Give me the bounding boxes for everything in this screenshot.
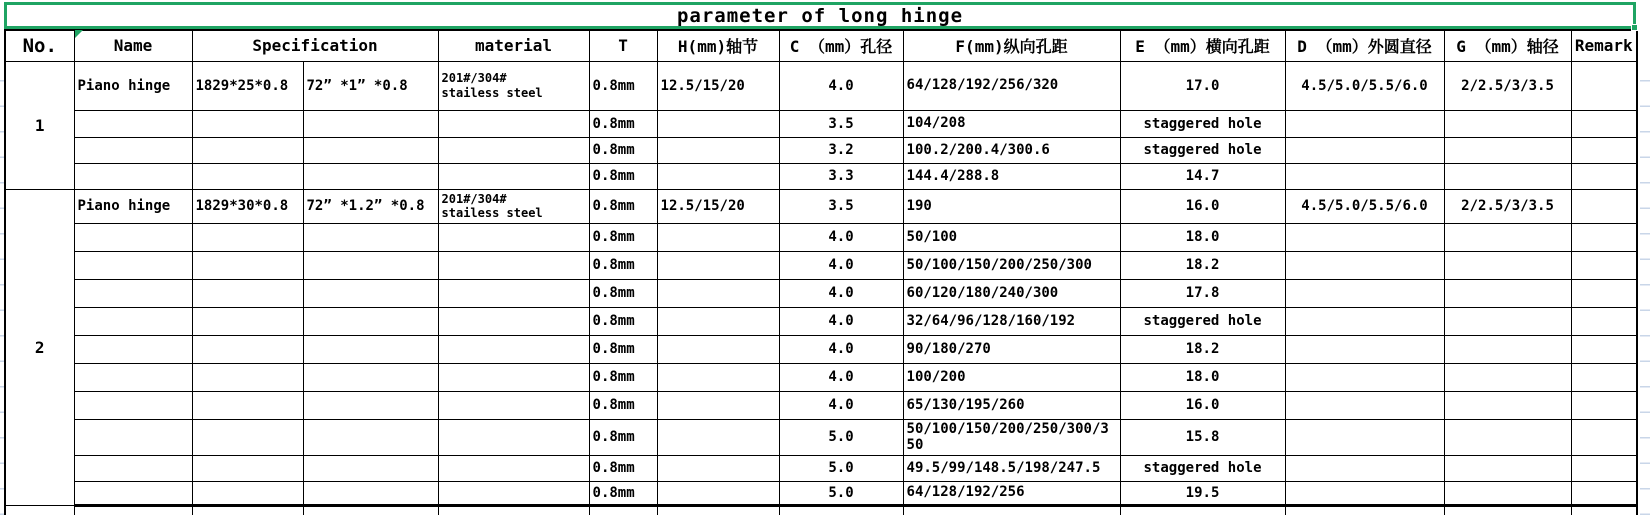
cell-c[interactable]: 4.0 [779,251,903,279]
cell-material[interactable] [438,335,589,363]
cell-e[interactable]: 18.0 [1120,363,1285,391]
table-row-partial [5,505,1637,515]
cell-f[interactable]: 144.4/288.8 [903,163,1120,189]
column-header-c[interactable]: C （mm）孔径 [779,30,903,61]
cell-remark[interactable] [1571,137,1637,163]
cell-t[interactable]: 0.8mm [589,419,657,455]
table-row [5,335,1637,363]
table-row [5,391,1637,419]
page-title: parameter of long hinge [676,4,964,27]
column-header-t[interactable]: T [589,30,657,61]
cell-e[interactable]: 18.0 [1120,223,1285,251]
cell-d[interactable] [1285,251,1444,279]
cell-spec1[interactable] [192,363,303,391]
cell-h[interactable] [657,223,779,251]
cell-name[interactable] [74,481,192,505]
cell-g[interactable] [1444,481,1571,505]
table-row [5,251,1637,279]
cell-f[interactable]: 50/100/150/200/250/300/350 [903,419,1120,455]
cell-d[interactable] [1285,279,1444,307]
header-row [5,30,1637,61]
cell-material[interactable] [438,481,589,505]
cell-c[interactable]: 5.0 [779,455,903,481]
cell-f[interactable]: 49.5/99/148.5/198/247.5 [903,455,1120,481]
table-row [5,419,1637,455]
cell-t[interactable]: 0.8mm [589,279,657,307]
cell-c[interactable]: 4.0 [779,307,903,335]
cell-name[interactable] [74,110,192,137]
cell-e[interactable]: 16.0 [1120,391,1285,419]
cell-c[interactable]: 3.5 [779,189,903,223]
cell-spec1[interactable] [192,335,303,363]
cell-h[interactable] [657,251,779,279]
cell-h[interactable] [657,110,779,137]
cell-corner-marker-icon [75,30,83,38]
cell-spec2[interactable] [303,335,438,363]
cell-g[interactable] [1444,163,1571,189]
cell-t[interactable]: 0.8mm [589,223,657,251]
cell-f[interactable]: 60/120/180/240/300 [903,279,1120,307]
cell-spec2[interactable] [303,279,438,307]
cell-d[interactable] [1285,419,1444,455]
sheet-area [4,2,1636,515]
cell-g[interactable] [1444,335,1571,363]
cell-c[interactable]: 4.0 [779,363,903,391]
cell-e[interactable]: 15.8 [1120,419,1285,455]
cell-empty[interactable] [74,505,192,515]
cell-e[interactable]: staggered hole [1120,110,1285,137]
cell-spec2[interactable] [303,363,438,391]
cell-g[interactable] [1444,251,1571,279]
column-header-f[interactable]: F(mm)纵向孔距 [903,30,1120,61]
cell-material[interactable] [438,189,589,223]
cell-f[interactable]: 64/128/192/256 [903,481,1120,505]
column-header-e[interactable]: E （mm）横向孔距 [1120,30,1285,61]
cell-spec2[interactable] [303,251,438,279]
title-cell-selected[interactable] [4,2,1636,29]
cell-f[interactable]: 64/128/192/256/320 [903,61,1120,110]
column-header-material[interactable]: material [438,30,589,61]
cell-spec1[interactable] [192,137,303,163]
cell-h[interactable] [657,137,779,163]
cell-t[interactable]: 0.8mm [589,391,657,419]
cell-c[interactable]: 4.0 [779,391,903,419]
cell-e[interactable]: 18.2 [1120,251,1285,279]
cell-material[interactable] [438,307,589,335]
cell-h[interactable] [657,481,779,505]
table-row [5,110,1637,137]
column-header-g[interactable]: G （mm）轴径 [1444,30,1571,61]
column-header-h[interactable]: H(mm)轴节 [657,30,779,61]
cell-material[interactable] [438,251,589,279]
cell-t[interactable]: 0.8mm [589,455,657,481]
row-group-number[interactable]: 2 [5,189,74,505]
table-row [5,61,1637,110]
cell-h[interactable] [657,391,779,419]
cell-empty[interactable] [192,505,303,515]
cell-e[interactable]: staggered hole [1120,307,1285,335]
cell-name[interactable] [74,335,192,363]
cell-spec2[interactable] [303,455,438,481]
cell-remark[interactable] [1571,251,1637,279]
cell-name[interactable] [74,163,192,189]
cell-d[interactable] [1285,307,1444,335]
cell-d[interactable] [1285,363,1444,391]
cell-spec2[interactable] [303,137,438,163]
cell-empty[interactable] [1571,505,1637,515]
cell-empty[interactable] [5,505,74,515]
table-row [5,307,1637,335]
cell-empty[interactable] [1444,505,1571,515]
material-line-2: stailess steel [441,85,543,100]
table-row [5,455,1637,481]
cell-d[interactable] [1285,455,1444,481]
cell-empty[interactable] [589,505,657,515]
table-row [5,279,1637,307]
cell-g[interactable]: 2/2.5/3/3.5 [1444,61,1571,110]
material-line-1: 201#/304# [441,191,507,206]
cell-e[interactable]: staggered hole [1120,137,1285,163]
cell-f[interactable]: 100/200 [903,363,1120,391]
cell-name[interactable] [74,307,192,335]
cell-h[interactable] [657,419,779,455]
cell-empty[interactable] [657,505,779,515]
cell-t[interactable]: 0.8mm [589,189,657,223]
cell-spec1[interactable] [192,455,303,481]
cell-g[interactable] [1444,279,1571,307]
cell-material[interactable] [438,363,589,391]
cell-d[interactable] [1285,481,1444,505]
cell-g[interactable] [1444,363,1571,391]
cell-c[interactable]: 5.0 [779,419,903,455]
cell-e[interactable]: 19.5 [1120,481,1285,505]
cell-spec1[interactable] [192,419,303,455]
cell-g[interactable] [1444,391,1571,419]
cell-remark[interactable] [1571,419,1637,455]
cell-empty[interactable] [1120,505,1285,515]
cell-material[interactable] [438,163,589,189]
cell-remark[interactable] [1571,481,1637,505]
material-line-1: 201#/304# [441,71,507,86]
cell-d[interactable] [1285,163,1444,189]
cell-remark[interactable] [1571,363,1637,391]
cell-d[interactable] [1285,223,1444,251]
cell-remark[interactable] [1571,307,1637,335]
cell-spec2[interactable]: 72” *1.2” *0.8 [303,189,438,223]
cell-d[interactable] [1285,391,1444,419]
cell-empty[interactable] [779,505,903,515]
cell-h[interactable]: 12.5/15/20 [657,189,779,223]
hinge-parameter-table [4,29,1638,515]
cell-h[interactable] [657,335,779,363]
column-header-remark[interactable]: Remark [1571,30,1637,61]
cell-remark[interactable] [1571,391,1637,419]
cell-spec2[interactable] [303,223,438,251]
cell-spec2[interactable] [303,419,438,455]
cell-e[interactable]: 18.2 [1120,335,1285,363]
cell-e[interactable]: 14.7 [1120,163,1285,189]
cell-spec1[interactable]: 1829*25*0.8 [192,61,303,110]
cell-spec2[interactable] [303,307,438,335]
cell-empty[interactable] [303,505,438,515]
cell-name[interactable] [74,419,192,455]
cell-e[interactable]: 17.0 [1120,61,1285,110]
cell-c[interactable]: 3.3 [779,163,903,189]
cell-name[interactable]: Piano hinge [74,61,192,110]
cell-spec1[interactable] [192,279,303,307]
cell-spec1[interactable] [192,251,303,279]
cell-g[interactable] [1444,419,1571,455]
cell-g[interactable] [1444,223,1571,251]
cell-spec2[interactable] [303,481,438,505]
cell-name[interactable] [74,455,192,481]
cell-material[interactable] [438,137,589,163]
cell-remark[interactable] [1571,223,1637,251]
cell-c[interactable]: 4.0 [779,223,903,251]
cell-name[interactable] [74,391,192,419]
cell-material[interactable] [438,223,589,251]
cell-empty[interactable] [1285,505,1444,515]
cell-c[interactable]: 3.2 [779,137,903,163]
column-header-no[interactable]: No. [5,30,74,61]
cell-h[interactable] [657,307,779,335]
cell-spec1[interactable] [192,391,303,419]
cell-h[interactable]: 12.5/15/20 [657,61,779,110]
cell-spec1[interactable] [192,223,303,251]
cell-f[interactable]: 50/100/150/200/250/300 [903,251,1120,279]
cell-name[interactable] [74,363,192,391]
cell-c[interactable]: 4.0 [779,61,903,110]
cell-spec1[interactable]: 1829*30*0.8 [192,189,303,223]
table-row [5,481,1637,505]
cell-empty[interactable] [438,505,589,515]
material-line-2: stailess steel [441,206,543,220]
cell-h[interactable] [657,455,779,481]
cell-t[interactable]: 0.8mm [589,137,657,163]
cell-t[interactable]: 0.8mm [589,110,657,137]
cell-spec2[interactable] [303,391,438,419]
cell-g[interactable] [1444,110,1571,137]
cell-g[interactable] [1444,137,1571,163]
cell-material[interactable] [438,455,589,481]
cell-h[interactable] [657,163,779,189]
cell-spec1[interactable] [192,307,303,335]
column-header-d[interactable]: D （mm）外圆直径 [1285,30,1444,61]
cell-c[interactable]: 4.0 [779,279,903,307]
cell-d[interactable] [1285,137,1444,163]
cell-t[interactable]: 0.8mm [589,307,657,335]
cell-f[interactable]: 50/100 [903,223,1120,251]
cell-material[interactable] [438,110,589,137]
cell-material[interactable] [438,279,589,307]
cell-d[interactable] [1285,335,1444,363]
cell-h[interactable] [657,363,779,391]
cell-remark[interactable] [1571,455,1637,481]
cell-name[interactable] [74,279,192,307]
cell-name[interactable] [74,223,192,251]
table-row [5,163,1637,189]
cell-name[interactable] [74,137,192,163]
cell-remark[interactable] [1571,110,1637,137]
cell-d[interactable]: 4.5/5.0/5.5/6.0 [1285,189,1444,223]
sheet-gridlines-right [1640,56,1650,515]
row-group-number[interactable]: 1 [5,61,74,189]
table-row [5,137,1637,163]
cell-remark[interactable] [1571,61,1637,110]
cell-remark[interactable] [1571,163,1637,189]
cell-g[interactable]: 2/2.5/3/3.5 [1444,189,1571,223]
cell-spec1[interactable] [192,110,303,137]
cell-g[interactable] [1444,455,1571,481]
cell-e[interactable]: staggered hole [1120,455,1285,481]
cell-material[interactable] [438,419,589,455]
cell-t[interactable]: 0.8mm [589,61,657,110]
cell-material[interactable] [438,391,589,419]
cell-name[interactable] [74,251,192,279]
cell-f[interactable]: 32/64/96/128/160/192 [903,307,1120,335]
cell-e[interactable]: 16.0 [1120,189,1285,223]
cell-c[interactable]: 5.0 [779,481,903,505]
table-row [5,223,1637,251]
cell-t[interactable]: 0.8mm [589,163,657,189]
cell-t[interactable]: 0.8mm [589,481,657,505]
cell-name[interactable]: Piano hinge [74,189,192,223]
cell-remark[interactable] [1571,279,1637,307]
cell-spec2[interactable] [303,163,438,189]
cell-d[interactable]: 4.5/5.0/5.5/6.0 [1285,61,1444,110]
cell-spec2[interactable]: 72” *1” *0.8 [303,61,438,110]
cell-e[interactable]: 17.8 [1120,279,1285,307]
cell-f[interactable]: 104/208 [903,110,1120,137]
cell-empty[interactable] [903,505,1120,515]
cell-material[interactable] [438,61,589,110]
cell-c[interactable]: 3.5 [779,110,903,137]
table-row [5,189,1637,223]
cell-spec1[interactable] [192,163,303,189]
cell-t[interactable]: 0.8mm [589,251,657,279]
cell-spec2[interactable] [303,110,438,137]
cell-remark[interactable] [1571,189,1637,223]
selection-fill-handle[interactable] [1631,24,1638,31]
cell-remark[interactable] [1571,335,1637,363]
column-header-name[interactable]: Name [74,30,192,61]
cell-c[interactable]: 4.0 [779,335,903,363]
table-row [5,363,1637,391]
cell-f[interactable]: 190 [903,189,1120,223]
cell-d[interactable] [1285,110,1444,137]
cell-g[interactable] [1444,307,1571,335]
cell-f[interactable]: 65/130/195/260 [903,391,1120,419]
cell-f[interactable]: 100.2/200.4/300.6 [903,137,1120,163]
cell-t[interactable]: 0.8mm [589,335,657,363]
cell-t[interactable]: 0.8mm [589,363,657,391]
cell-spec1[interactable] [192,481,303,505]
cell-f[interactable]: 90/180/270 [903,335,1120,363]
cell-h[interactable] [657,279,779,307]
column-header-specification[interactable]: Specification [192,30,438,61]
